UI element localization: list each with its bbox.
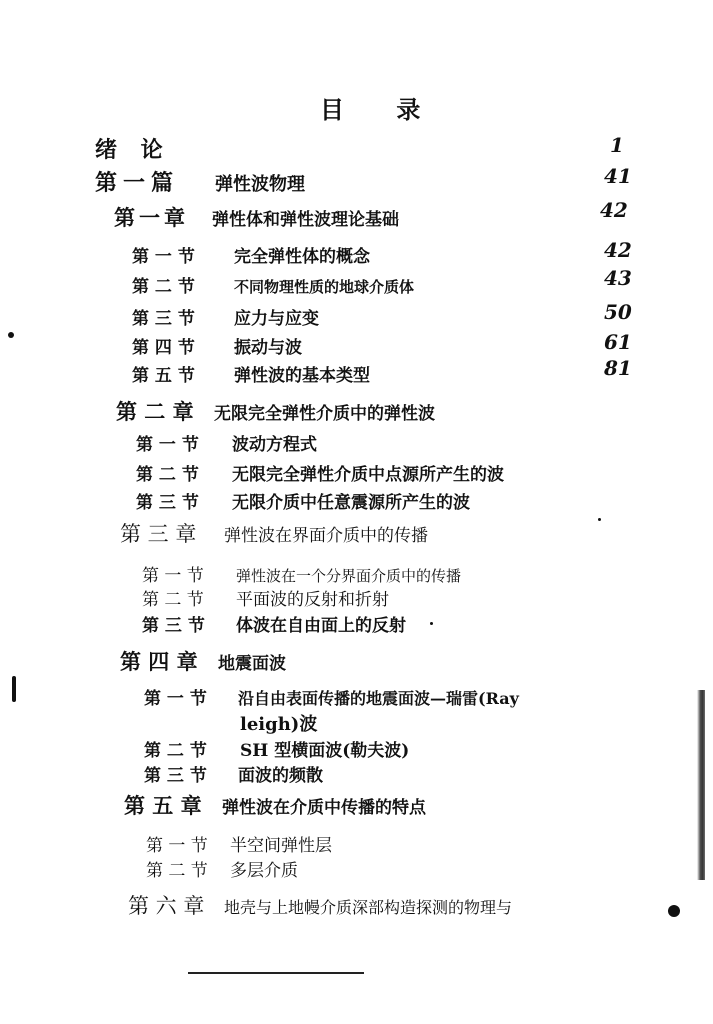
toc-label: 第 四 章 <box>120 649 198 674</box>
toc-entry-part <box>95 166 305 197</box>
toc-entry-chapter <box>124 790 426 820</box>
toc-label: 第 一 节 <box>136 435 199 455</box>
toc-title: 面波的频散 <box>238 766 323 786</box>
scan-speck <box>668 905 680 917</box>
toc-entry-chapter <box>114 202 399 232</box>
toc-label: 第 三 章 <box>120 522 197 546</box>
toc-label: 第 二 节 <box>132 277 195 297</box>
scan-speck <box>12 676 16 702</box>
toc-page-number: 1 <box>610 133 624 157</box>
page-title: 目 录 <box>320 95 443 124</box>
toc-entry-chapter <box>120 518 428 548</box>
toc-page-number: 43 <box>604 266 632 290</box>
toc-label: 第 二 章 <box>116 399 194 424</box>
toc-title: 弹性波在介质中传播的特点 <box>222 798 426 818</box>
toc-label: 第 六 章 <box>128 894 205 918</box>
toc-label: 第 一 节 <box>142 566 204 586</box>
toc-entry-section <box>142 561 461 586</box>
toc-entry-continuation <box>240 710 317 736</box>
toc-page-number: 41 <box>604 164 632 188</box>
toc-title: 体波在自由面上的反射 <box>236 616 406 636</box>
toc-title: 弹性波的基本类型 <box>234 366 370 386</box>
toc-label: 第 二 节 <box>144 741 207 761</box>
toc-title: 不同物理性质的地球介质体 <box>234 278 415 296</box>
toc-entry-chapter <box>116 396 435 426</box>
toc-label: 第 一 节 <box>146 836 208 856</box>
toc-page-number: 81 <box>604 356 632 380</box>
toc-page-number: 42 <box>600 198 628 222</box>
toc-title: 振动与波 <box>234 338 302 358</box>
toc-title: 地震面波 <box>218 654 286 674</box>
toc-title: 弹性波在界面介质中的传播 <box>224 526 428 546</box>
toc-label: 第 二 节 <box>136 465 199 485</box>
toc-label: 第 三 节 <box>132 309 195 329</box>
toc-title: 平面波的反射和折射 <box>236 590 389 610</box>
toc-title: leigh)波 <box>240 714 318 735</box>
toc-title: 无限完全弹性介质中点源所产生的波 <box>232 465 504 485</box>
toc-label: 绪 论 <box>95 137 171 163</box>
toc-entry-section <box>146 831 332 856</box>
toc-entry-chapter <box>128 890 512 920</box>
toc-entry-intro <box>95 133 171 164</box>
toc-title: 多层介质 <box>230 861 298 881</box>
toc-title: 弹性波物理 <box>215 174 305 195</box>
toc-entry-section <box>144 736 409 761</box>
toc-label: 第一章 <box>114 205 189 230</box>
scan-edge-shadow <box>697 690 705 880</box>
toc-entry-section <box>142 585 389 610</box>
toc-entry-section <box>132 272 414 297</box>
toc-entry-section <box>144 761 323 786</box>
toc-label: 第 二 节 <box>142 590 204 610</box>
toc-page-number: 61 <box>604 330 632 354</box>
toc-title: 完全弹性体的概念 <box>234 247 370 267</box>
toc-label: 第 一 节 <box>144 689 207 709</box>
toc-entry-section <box>132 242 370 267</box>
toc-label: 第 三 节 <box>136 493 199 513</box>
toc-title: 弹性波在一个分界面介质中的传播 <box>236 567 462 585</box>
toc-title: 地壳与上地幔介质深部构造探测的物理与 <box>224 898 513 917</box>
toc-title: 半空间弹性层 <box>230 836 332 856</box>
scan-speck <box>430 622 433 625</box>
scan-speck <box>598 518 601 521</box>
bottom-rule <box>188 972 364 974</box>
toc-label: 第一篇 <box>95 170 180 196</box>
toc-title: 波动方程式 <box>232 435 317 455</box>
toc-entry-section <box>132 361 370 386</box>
toc-title: SH 型横面波(勒夫波) <box>240 741 410 761</box>
toc-label: 第 五 节 <box>132 366 195 386</box>
toc-title: 无限介质中任意震源所产生的波 <box>232 493 470 513</box>
toc-entry-section <box>144 684 519 709</box>
toc-page-number: 50 <box>604 300 632 324</box>
toc-entry-section <box>136 460 504 485</box>
scan-speck <box>8 332 14 338</box>
toc-entry-section <box>146 856 298 881</box>
toc-entry-section <box>136 488 470 513</box>
toc-entry-chapter <box>120 646 286 676</box>
toc-label: 第 四 节 <box>132 338 195 358</box>
toc-label: 第 三 节 <box>144 766 207 786</box>
toc-label: 第 五 章 <box>124 793 202 818</box>
toc-entry-section <box>132 304 319 329</box>
toc-label: 第 三 节 <box>142 616 205 636</box>
toc-title: 沿自由表面传播的地震面波—瑞雷(Ray <box>238 689 519 708</box>
toc-title: 弹性体和弹性波理论基础 <box>212 210 399 230</box>
toc-label: 第 二 节 <box>146 861 208 881</box>
toc-page-number: 42 <box>604 238 632 262</box>
toc-label: 第 一 节 <box>132 247 195 267</box>
toc-title: 无限完全弹性介质中的弹性波 <box>214 404 435 424</box>
toc-entry-section <box>132 333 302 358</box>
toc-entry-section <box>136 430 317 455</box>
toc-title: 应力与应变 <box>234 309 319 329</box>
toc-entry-section <box>142 611 406 636</box>
